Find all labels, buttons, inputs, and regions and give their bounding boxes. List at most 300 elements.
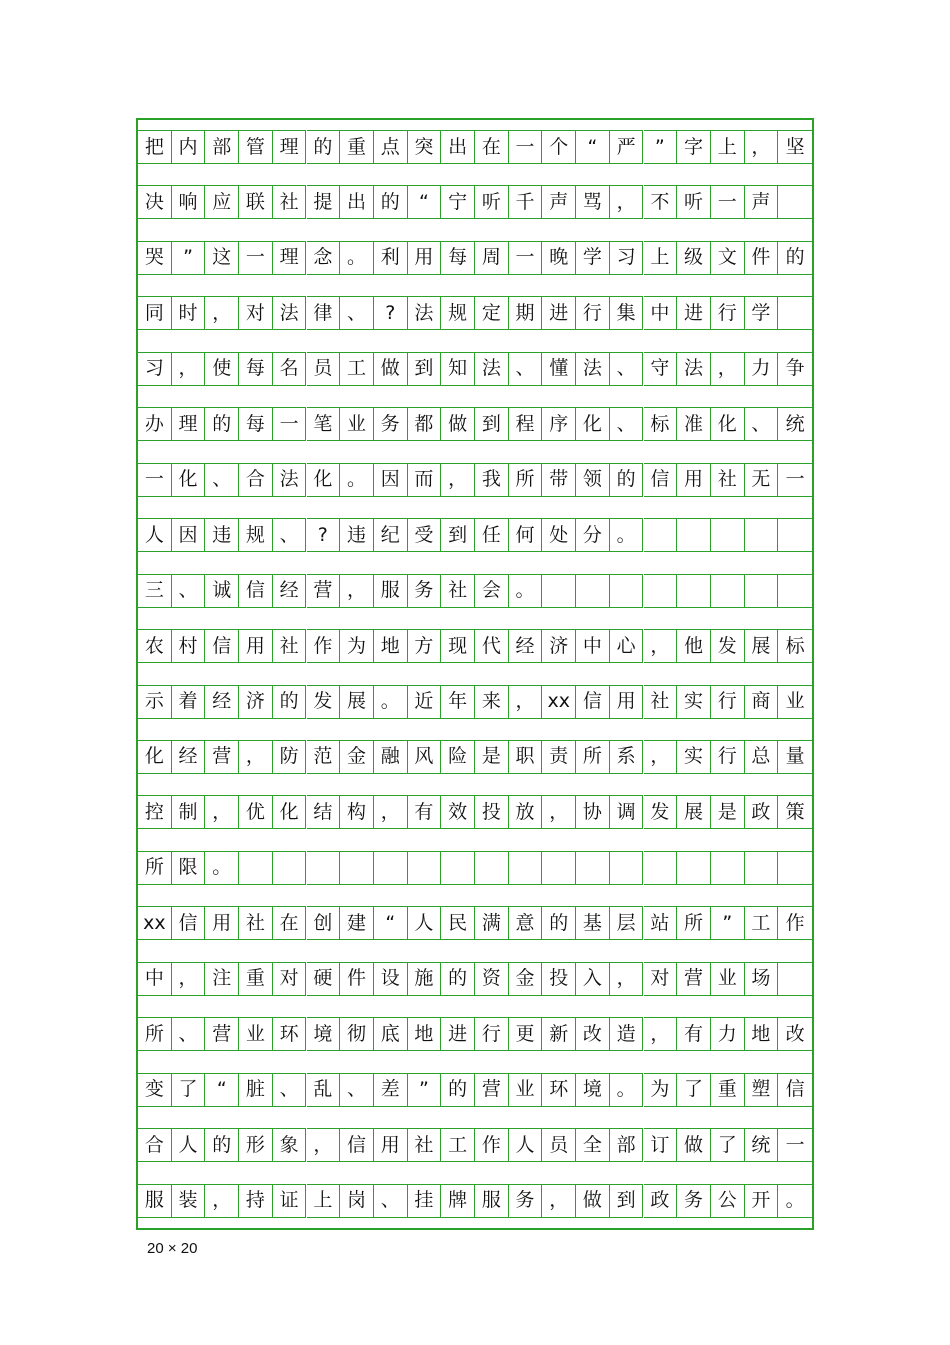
grid-cell: 岗: [340, 1184, 374, 1218]
grid-cell: 层: [610, 906, 644, 940]
grid-cell: 准: [677, 407, 711, 441]
grid-cell: 声: [745, 185, 779, 219]
grid-cell: 响: [172, 185, 206, 219]
grid-cell: 意: [509, 906, 543, 940]
grid-cell: 法: [677, 352, 711, 386]
grid-cell: 底: [374, 1017, 408, 1051]
grid-cell: 的: [374, 185, 408, 219]
grid-cell: 在: [273, 906, 307, 940]
grid-cell: ，: [172, 352, 206, 386]
grid-cell: 近: [408, 685, 442, 719]
grid-cell: 一: [509, 241, 543, 275]
grid-cell: [711, 518, 745, 552]
grid-cell: 优: [239, 795, 273, 829]
grid-cell: ，: [205, 296, 239, 330]
grid-cell: 站: [644, 906, 678, 940]
grid-cell: 防: [273, 740, 307, 774]
grid-cell: ，: [340, 574, 374, 608]
grid-cell: 、: [610, 352, 644, 386]
grid-cell: [441, 851, 475, 885]
grid-cell: 中: [576, 629, 610, 663]
grid-cell: 职: [509, 740, 543, 774]
grid-cell: 的: [307, 130, 341, 164]
grid-cell: 社: [441, 574, 475, 608]
manuscript-grid: [136, 118, 814, 1230]
grid-cell: 的: [441, 962, 475, 996]
grid-cell: 用: [677, 463, 711, 497]
grid-row: [138, 685, 812, 719]
grid-cell: 、: [273, 518, 307, 552]
grid-cell: xx: [542, 685, 576, 719]
grid-cell: ，: [542, 1184, 576, 1218]
grid-cell: 法: [273, 463, 307, 497]
grid-cell: 守: [644, 352, 678, 386]
grid-cell: 脏: [239, 1073, 273, 1107]
grid-cell: 境: [576, 1073, 610, 1107]
grid-cell: [644, 518, 678, 552]
grid-cell: 点: [374, 130, 408, 164]
grid-cell: 违: [205, 518, 239, 552]
grid-cell: 改: [778, 1017, 812, 1051]
grid-cell: 化: [307, 463, 341, 497]
grid-row: [138, 185, 812, 219]
grid-cell: 把: [138, 130, 172, 164]
grid-cell: 诚: [205, 574, 239, 608]
grid-cell: [273, 851, 307, 885]
grid-cell: ，: [172, 962, 206, 996]
grid-cell: 社: [408, 1128, 442, 1162]
grid-cell: 而: [408, 463, 442, 497]
grid-cell: 心: [610, 629, 644, 663]
grid-cell: 信: [778, 1073, 812, 1107]
grid-cell: 会: [475, 574, 509, 608]
grid-cell: [778, 185, 812, 219]
grid-cell: 分: [576, 518, 610, 552]
grid-cell: 金: [340, 740, 374, 774]
grid-row: [138, 1128, 812, 1162]
grid-cell: 因: [172, 518, 206, 552]
grid-cell: 提: [307, 185, 341, 219]
grid-cell: 政: [745, 795, 779, 829]
grid-cell: 因: [374, 463, 408, 497]
grid-cell: 基: [576, 906, 610, 940]
grid-cell: 千: [509, 185, 543, 219]
grid-cell: 一: [273, 407, 307, 441]
grid-cell: 实: [677, 685, 711, 719]
grid-cell: 人: [408, 906, 442, 940]
grid-cell: [711, 574, 745, 608]
grid-cell: 习: [138, 352, 172, 386]
grid-cell: 。: [340, 241, 374, 275]
grid-cell: 一: [509, 130, 543, 164]
grid-cell: 的: [205, 1128, 239, 1162]
grid-cell: 学: [576, 241, 610, 275]
grid-cell: 、: [374, 1184, 408, 1218]
grid-cell: 法: [475, 352, 509, 386]
grid-cell: 联: [239, 185, 273, 219]
grid-cell: 期: [509, 296, 543, 330]
grid-cell: [509, 851, 543, 885]
grid-cell: 总: [745, 740, 779, 774]
grid-cell: ，: [644, 629, 678, 663]
grid-cell: 件: [745, 241, 779, 275]
grid-cell: 地: [374, 629, 408, 663]
grid-cell: 的: [273, 685, 307, 719]
grid-row: [138, 1017, 812, 1051]
grid-cell: 场: [745, 962, 779, 996]
grid-cell: 严: [610, 130, 644, 164]
grid-cell: 发: [644, 795, 678, 829]
grid-cell: 、: [205, 463, 239, 497]
grid-cell: 业: [340, 407, 374, 441]
grid-cell: 的: [778, 241, 812, 275]
grid-cell: 的: [441, 1073, 475, 1107]
grid-cell: 上: [307, 1184, 341, 1218]
grid-cell: 调: [610, 795, 644, 829]
grid-cell: [778, 296, 812, 330]
grid-cell: 策: [778, 795, 812, 829]
grid-cell: 统: [745, 1128, 779, 1162]
grid-cell: 懂: [542, 352, 576, 386]
grid-cell: 对: [273, 962, 307, 996]
grid-row: [138, 795, 812, 829]
grid-cell: 。: [610, 1073, 644, 1107]
grid-cell: 用: [408, 241, 442, 275]
grid-cell: 硬: [307, 962, 341, 996]
grid-cell: ?: [307, 518, 341, 552]
grid-cell: 进: [542, 296, 576, 330]
grid-cell: 资: [475, 962, 509, 996]
grid-cell: 做: [576, 1184, 610, 1218]
grid-cell: 政: [644, 1184, 678, 1218]
grid-cell: 到: [610, 1184, 644, 1218]
grid-cell: 业: [778, 685, 812, 719]
grid-cell: 统: [778, 407, 812, 441]
grid-cell: 、: [610, 407, 644, 441]
grid-cell: ，: [644, 1017, 678, 1051]
grid-cell: 不: [644, 185, 678, 219]
grid-cell: 营: [475, 1073, 509, 1107]
grid-cell: 到: [475, 407, 509, 441]
grid-cell: 知: [441, 352, 475, 386]
grid-cell: 构: [340, 795, 374, 829]
grid-cell: 集: [610, 296, 644, 330]
grid-cell: 作: [475, 1128, 509, 1162]
grid-cell: 笔: [307, 407, 341, 441]
grid-cell: 对: [644, 962, 678, 996]
grid-cell: 上: [644, 241, 678, 275]
grid-cell: 人: [509, 1128, 543, 1162]
grid-cell: [745, 851, 779, 885]
grid-cell: 的: [610, 463, 644, 497]
grid-cell: 发: [307, 685, 341, 719]
grid-row: [138, 851, 812, 885]
grid-cell: 化: [138, 740, 172, 774]
grid-cell: 任: [475, 518, 509, 552]
grid-cell: 证: [273, 1184, 307, 1218]
grid-cell: 订: [644, 1128, 678, 1162]
grid-cell: 重: [239, 962, 273, 996]
grid-row: [138, 1073, 812, 1107]
grid-cell: 务: [374, 407, 408, 441]
grid-cell: “: [408, 185, 442, 219]
grid-cell: 名: [273, 352, 307, 386]
grid-cell: 所: [509, 463, 543, 497]
grid-cell: 地: [745, 1017, 779, 1051]
grid-cell: 在: [475, 130, 509, 164]
grid-row: [138, 407, 812, 441]
grid-cell: 业: [239, 1017, 273, 1051]
grid-row: [138, 518, 812, 552]
grid-cell: 工: [441, 1128, 475, 1162]
grid-cell: ，: [205, 795, 239, 829]
grid-cell: 、: [745, 407, 779, 441]
grid-cell: 的: [205, 407, 239, 441]
grid-cell: 理: [172, 407, 206, 441]
grid-cell: 代: [475, 629, 509, 663]
grid-cell: 塑: [745, 1073, 779, 1107]
grid-cell: 所: [138, 1017, 172, 1051]
grid-cell: 我: [475, 463, 509, 497]
grid-cell: 件: [340, 962, 374, 996]
grid-cell: ，: [610, 962, 644, 996]
grid-cell: 为: [340, 629, 374, 663]
grid-cell: 化: [273, 795, 307, 829]
grid-cell: [745, 574, 779, 608]
grid-cell: 经: [205, 685, 239, 719]
grid-cell: [644, 574, 678, 608]
grid-cell: 领: [576, 463, 610, 497]
grid-cell: 利: [374, 241, 408, 275]
grid-cell: 行: [711, 685, 745, 719]
grid-cell: 法: [408, 296, 442, 330]
grid-cell: 结: [307, 795, 341, 829]
grid-cell: 满: [475, 906, 509, 940]
grid-cell: 部: [610, 1128, 644, 1162]
grid-cell: 的: [542, 906, 576, 940]
grid-cell: 农: [138, 629, 172, 663]
grid-cell: 听: [475, 185, 509, 219]
grid-cell: 形: [239, 1128, 273, 1162]
grid-cell: “: [374, 906, 408, 940]
grid-row: [138, 352, 812, 386]
grid-cell: 内: [172, 130, 206, 164]
grid-cell: [677, 518, 711, 552]
grid-cell: 现: [441, 629, 475, 663]
grid-cell: 营: [677, 962, 711, 996]
grid-cell: 村: [172, 629, 206, 663]
grid-cell: 所: [677, 906, 711, 940]
grid-cell: 突: [408, 130, 442, 164]
grid-cell: 是: [475, 740, 509, 774]
grid-cell: 境: [307, 1017, 341, 1051]
grid-cell: 声: [542, 185, 576, 219]
grid-cell: 一: [138, 463, 172, 497]
grid-cell: 造: [610, 1017, 644, 1051]
grid-cell: 对: [239, 296, 273, 330]
grid-cell: ，: [205, 1184, 239, 1218]
grid-cell: 念: [307, 241, 341, 275]
grid-cell: 经: [273, 574, 307, 608]
grid-cell: 。: [610, 518, 644, 552]
grid-cell: 纪: [374, 518, 408, 552]
grid-row: [138, 463, 812, 497]
grid-row: [138, 962, 812, 996]
grid-cell: 年: [441, 685, 475, 719]
grid-cell: 每: [441, 241, 475, 275]
grid-cell: 人: [172, 1128, 206, 1162]
grid-cell: 工: [340, 352, 374, 386]
grid-cell: 更: [509, 1017, 543, 1051]
grid-cell: 化: [172, 463, 206, 497]
grid-cell: 投: [542, 962, 576, 996]
grid-cell: 标: [778, 629, 812, 663]
grid-cell: 示: [138, 685, 172, 719]
grid-cell: 律: [307, 296, 341, 330]
grid-cell: 系: [610, 740, 644, 774]
grid-cell: 哭: [138, 241, 172, 275]
grid-cell: [778, 574, 812, 608]
grid-cell: 差: [374, 1073, 408, 1107]
grid-cell: 环: [542, 1073, 576, 1107]
grid-cell: 信: [205, 629, 239, 663]
grid-cell: 商: [745, 685, 779, 719]
grid-cell: 进: [677, 296, 711, 330]
grid-cell: 部: [205, 130, 239, 164]
grid-cell: 了: [172, 1073, 206, 1107]
grid-cell: ，: [610, 185, 644, 219]
grid-cell: 信: [239, 574, 273, 608]
grid-cell: 业: [509, 1073, 543, 1107]
grid-cell: 员: [307, 352, 341, 386]
grid-cell: 时: [172, 296, 206, 330]
grid-cell: 有: [677, 1017, 711, 1051]
grid-cell: 字: [677, 130, 711, 164]
grid-cell: ，: [745, 130, 779, 164]
grid-cell: 融: [374, 740, 408, 774]
grid-cell: 社: [711, 463, 745, 497]
grid-cell: 法: [273, 296, 307, 330]
grid-cell: 社: [273, 185, 307, 219]
grid-cell: 一: [711, 185, 745, 219]
grid-cell: 用: [374, 1128, 408, 1162]
grid-cell: ，: [509, 685, 543, 719]
grid-cell: 规: [441, 296, 475, 330]
grid-cell: 他: [677, 629, 711, 663]
grid-cell: 理: [273, 130, 307, 164]
grid-row: [138, 241, 812, 275]
grid-cell: [542, 574, 576, 608]
grid-cell: ，: [542, 795, 576, 829]
grid-cell: 做: [441, 407, 475, 441]
grid-cell: 标: [644, 407, 678, 441]
grid-cell: ，: [644, 740, 678, 774]
grid-cell: 经: [509, 629, 543, 663]
grid-cell: [576, 574, 610, 608]
grid-cell: 社: [239, 906, 273, 940]
grid-cell: 中: [644, 296, 678, 330]
grid-cell: ”: [408, 1073, 442, 1107]
grid-cell: 民: [441, 906, 475, 940]
grid-cell: 挂: [408, 1184, 442, 1218]
grid-cell: 务: [408, 574, 442, 608]
grid-cell: ”: [172, 241, 206, 275]
grid-cell: 设: [374, 962, 408, 996]
grid-row: [138, 906, 812, 940]
grid-cell: 彻: [340, 1017, 374, 1051]
grid-cell: 用: [610, 685, 644, 719]
grid-cell: 、: [172, 1017, 206, 1051]
grid-cell: [408, 851, 442, 885]
grid-cell: 化: [576, 407, 610, 441]
grid-cell: 进: [441, 1017, 475, 1051]
grid-cell: 决: [138, 185, 172, 219]
grid-cell: 每: [239, 352, 273, 386]
grid-cell: 改: [576, 1017, 610, 1051]
grid-cell: 着: [172, 685, 206, 719]
grid-cell: 务: [509, 1184, 543, 1218]
grid-cell: ”: [644, 130, 678, 164]
grid-cell: 受: [408, 518, 442, 552]
grid-cell: 协: [576, 795, 610, 829]
grid-cell: 人: [138, 518, 172, 552]
grid-cell: 听: [677, 185, 711, 219]
grid-cell: 范: [307, 740, 341, 774]
grid-cell: 。: [340, 463, 374, 497]
grid-cell: 做: [677, 1128, 711, 1162]
grid-cell: 规: [239, 518, 273, 552]
grid-cell: ，: [374, 795, 408, 829]
grid-cell: 牌: [441, 1184, 475, 1218]
grid-cell: ，: [711, 352, 745, 386]
grid-cell: 力: [711, 1017, 745, 1051]
grid-cell: 何: [509, 518, 543, 552]
grid-cell: [745, 518, 779, 552]
grid-cell: 管: [239, 130, 273, 164]
grid-cell: 入: [576, 962, 610, 996]
grid-cell: 注: [205, 962, 239, 996]
grid-cell: 发: [711, 629, 745, 663]
grid-cell: 经: [172, 740, 206, 774]
grid-cell: 施: [408, 962, 442, 996]
grid-cell: 用: [205, 906, 239, 940]
grid-cell: 。: [374, 685, 408, 719]
grid-cell: 行: [576, 296, 610, 330]
grid-cell: 展: [340, 685, 374, 719]
grid-cell: 合: [239, 463, 273, 497]
grid-cell: 乱: [307, 1073, 341, 1107]
grid-cell: 营: [307, 574, 341, 608]
grid-cell: 一: [239, 241, 273, 275]
grid-cell: 信: [644, 463, 678, 497]
grid-cell: 坚: [778, 130, 812, 164]
grid-cell: ?: [374, 296, 408, 330]
grid-cell: ，: [239, 740, 273, 774]
grid-cell: 、: [340, 1073, 374, 1107]
grid-cell: 展: [745, 629, 779, 663]
grid-cell: 社: [273, 629, 307, 663]
grid-cell: 做: [374, 352, 408, 386]
grid-cell: 放: [509, 795, 543, 829]
grid-cell: 中: [138, 962, 172, 996]
grid-row: [138, 629, 812, 663]
grid-cell: 金: [509, 962, 543, 996]
grid-cell: 序: [542, 407, 576, 441]
grid-cell: 这: [205, 241, 239, 275]
grid-cell: [610, 574, 644, 608]
grid-cell: 了: [677, 1073, 711, 1107]
grid-cell: 作: [307, 629, 341, 663]
